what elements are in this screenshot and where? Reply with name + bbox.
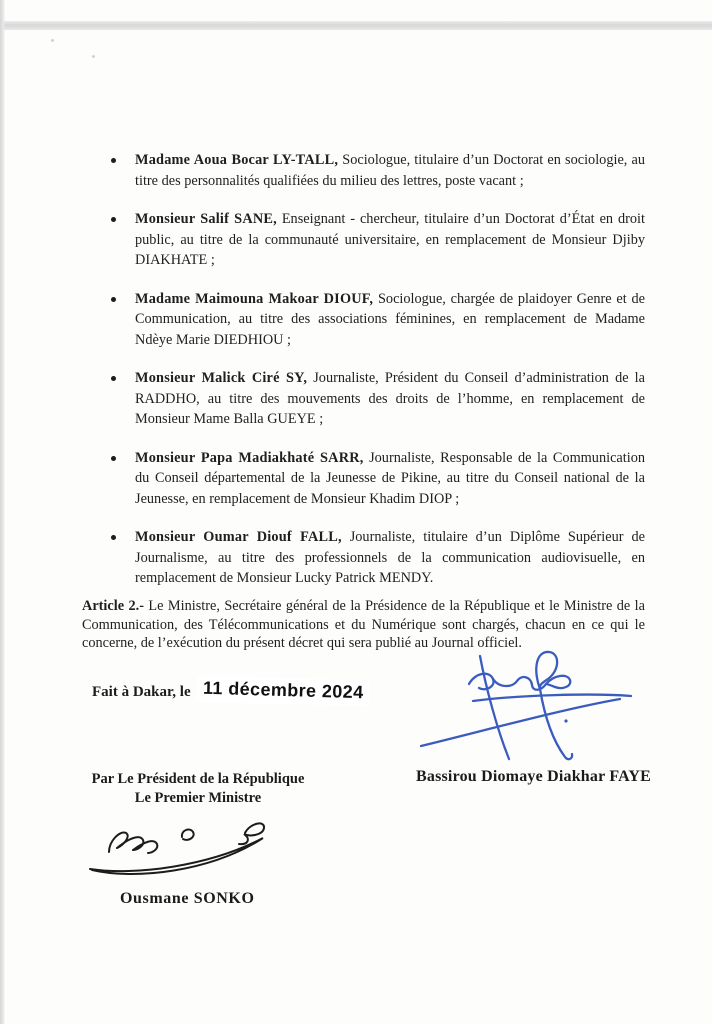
bullet-dot [111, 535, 116, 540]
appointment-item [135, 209, 645, 271]
appointment-item [135, 448, 645, 510]
article-2-label: Article 2.- [82, 598, 144, 614]
sonko-signature [80, 816, 280, 878]
appointee-name: Monsieur Malick Ciré SY, [135, 370, 308, 386]
bullet-dot [111, 376, 116, 381]
appointment-details: Journaliste, Responsable de la Communication du Conseil départemental de la Jeunesse de Pikine, au titre du Conseil national de la Jeunesse, en remplacement de Monsieur Khadim DIOP ; [135, 449, 646, 507]
scan-speck [92, 55, 95, 58]
appointee-name: Madame Aoua Bocar LY-TALL, [135, 152, 339, 168]
appointment-item [135, 150, 645, 191]
appointee-name: Madame Maimouna Makoar DIOUF, [135, 290, 374, 307]
appointment-details: Journaliste, Président du Conseil d’administration de la RADDHO, au titre des mouvements des droits de l’homme, en remplacement de Monsieur Mame Balla GUEYE ; [135, 370, 645, 427]
left-signature-block [78, 770, 318, 808]
bullet-dot [111, 217, 116, 222]
dateline-prefix: Fait à Dakar, le [92, 684, 191, 700]
appointee-name: Monsieur Papa Madiakhaté SARR, [135, 449, 364, 466]
faye-signature [413, 643, 643, 771]
appointment-details: Sociologue, chargée de plaidoyer Genre et de Communication, au titre des associations féminines, en remplacement de Madame Ndèye Marie DIEDHIOU ; [135, 290, 645, 348]
appointment-details: Sociologue, titulaire d’un Doctorat en sociologie, au titre des personnalités qualifiées du milieu des lettres, poste vacant ; [135, 152, 645, 189]
appointment-text [135, 368, 645, 430]
premier-ministre-line: Le Premier Ministre [134, 790, 262, 806]
bullet-dot [111, 297, 116, 302]
scan-top-band [0, 21, 712, 30]
appointment-details: Journaliste, titulaire d’un Diplôme Supérieur de Journalisme, au titre des professionnels de la communication audiovisuelle, en remplacement de Monsieur Lucky Patrick MENDY. [135, 529, 645, 586]
article-2-text: Le Ministre, Secrétaire général de la Présidence de la République et le Ministre de la Communication, des Télécommunications et du Numérique sont chargés, chacun en ce qui le concerne, de l’exécution du présent décret qui sera publié au Journal officiel. [82, 598, 645, 652]
appointment-text [135, 289, 645, 351]
appointment-list [135, 150, 645, 607]
bullet-dot [111, 158, 116, 163]
scan-speck [51, 39, 54, 42]
appointee-name: Monsieur Oumar Diouf FALL, [135, 529, 342, 545]
appointment-text [135, 448, 645, 510]
appointment-text [135, 527, 645, 589]
signer-name-faye: Bassirou Diomaye Diakhar FAYE [416, 768, 652, 785]
par-president-line: Par Le Président de la République [91, 771, 305, 787]
appointment-text [135, 150, 645, 191]
appointment-details: Enseignant - chercheur, titulaire d’un Doctorat d’État en droit public, au titre de la communauté universitaire, en remplacement de Monsieur Djiby DIAKHATE ; [135, 211, 645, 268]
appointment-item [135, 289, 645, 351]
appointee-name: Monsieur Salif SANE, [135, 211, 277, 227]
scan-left-edge [0, 0, 5, 1024]
appointment-text [135, 209, 645, 271]
date-stamp: 11 décembre 2024 [197, 676, 370, 707]
appointment-item [135, 527, 645, 589]
bullet-dot [111, 456, 116, 461]
appointment-item [135, 368, 645, 430]
signer-name-sonko: Ousmane SONKO [120, 890, 255, 907]
